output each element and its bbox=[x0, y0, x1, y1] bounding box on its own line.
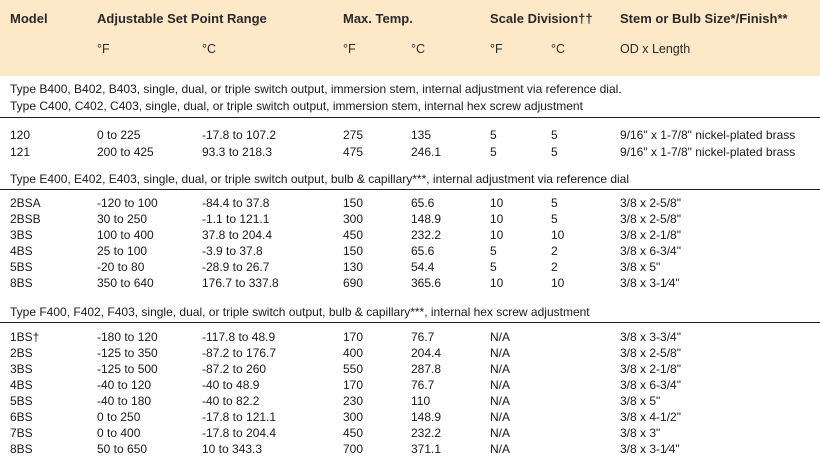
cell-model: 7BS bbox=[10, 426, 33, 440]
cell-max-c: 232.2 bbox=[411, 228, 442, 242]
cell-max-c: 76.7 bbox=[411, 330, 435, 344]
cell-max-f: 450 bbox=[343, 228, 364, 242]
cell-max-c: 204.4 bbox=[411, 346, 442, 360]
cell-size: 3/8 x 2-5/8" bbox=[620, 212, 681, 226]
header-scale-division: Scale Division†† bbox=[490, 11, 593, 26]
cell-range-f: -120 to 100 bbox=[97, 196, 158, 210]
cell-model: 2BS bbox=[10, 346, 33, 360]
cell-range-f: 200 to 425 bbox=[97, 145, 154, 159]
table-row bbox=[0, 260, 820, 275]
table-row bbox=[0, 228, 820, 243]
cell-size: 3/8 x 2-5/8" bbox=[620, 346, 681, 360]
cell-scale-f: 10 bbox=[490, 228, 504, 242]
table-row bbox=[0, 410, 820, 425]
cell-scale-f: 5 bbox=[490, 244, 497, 258]
cell-range-c: -28.9 to 26.7 bbox=[202, 260, 270, 274]
table-row bbox=[0, 196, 820, 211]
cell-max-c: 232.2 bbox=[411, 426, 442, 440]
cell-range-c: -17.8 to 121.1 bbox=[202, 410, 277, 424]
cell-range-c: 37.8 to 204.4 bbox=[202, 228, 273, 242]
section-title: Type E400, E402, E403, single, dual, or triple switch output, bulb & capillary***, internal adjustment via reference dial bbox=[10, 172, 630, 186]
section-divider bbox=[0, 117, 820, 118]
cell-scale-c: 2 bbox=[551, 244, 558, 258]
cell-scale: N/A bbox=[490, 378, 511, 392]
cell-range-f: 0 to 400 bbox=[97, 426, 141, 440]
cell-range-f: 25 to 100 bbox=[97, 244, 148, 258]
cell-max-c: 365.6 bbox=[411, 276, 442, 290]
cell-max-c: 287.8 bbox=[411, 362, 442, 376]
cell-range-f: -125 to 500 bbox=[97, 362, 158, 376]
cell-scale: N/A bbox=[490, 442, 511, 456]
cell-size: 3/8 x 3" bbox=[620, 426, 661, 440]
cell-max-c: 76.7 bbox=[411, 378, 435, 392]
section-title: Type C400, C402, C403, single, dual, or triple switch output, immersion stem, internal hex screw adjustment bbox=[10, 99, 583, 113]
cell-scale: N/A bbox=[490, 394, 511, 408]
cell-max-f: 230 bbox=[343, 394, 364, 408]
cell-scale-f: 10 bbox=[490, 212, 504, 226]
cell-size: 9/16" x 1-7/8" nickel-plated brass bbox=[620, 145, 796, 159]
cell-model: 6BS bbox=[10, 410, 33, 424]
cell-model: 4BS bbox=[10, 244, 33, 258]
cell-size: 3/8 x 3-3/4" bbox=[620, 330, 681, 344]
cell-size: 3/8 x 4-1/2" bbox=[620, 410, 681, 424]
cell-range-c: -17.8 to 107.2 bbox=[202, 128, 277, 142]
unit-scale-c: °C bbox=[551, 42, 566, 56]
cell-max-c: 110 bbox=[411, 394, 431, 408]
table-row bbox=[0, 442, 820, 457]
header-model: Model bbox=[10, 11, 48, 26]
cell-model: 1BS† bbox=[10, 330, 40, 344]
cell-max-f: 150 bbox=[343, 244, 364, 258]
unit-range-c: °C bbox=[202, 42, 217, 56]
table-row bbox=[0, 145, 820, 160]
section-title: Type F400, F402, F403, single, dual, or triple switch output, bulb & capillary***, internal hex screw adjustment bbox=[10, 305, 590, 319]
header-max-temp: Max. Temp. bbox=[343, 11, 413, 26]
cell-scale-f: 5 bbox=[490, 128, 497, 142]
table-row bbox=[0, 362, 820, 377]
unit-range-f: °F bbox=[97, 42, 110, 56]
cell-size: 3/8 x 3-1⁄4" bbox=[620, 442, 680, 456]
cell-model: 8BS bbox=[10, 442, 33, 456]
section-divider bbox=[0, 322, 820, 323]
cell-model: 121 bbox=[10, 145, 31, 159]
cell-max-f: 300 bbox=[343, 410, 364, 424]
table-row bbox=[0, 346, 820, 361]
section-title: Type B400, B402, B403, single, dual, or triple switch output, immersion stem, internal adjustment via reference dial. bbox=[10, 82, 622, 96]
cell-range-c: -3.9 to 37.8 bbox=[202, 244, 263, 258]
cell-max-c: 65.6 bbox=[411, 196, 435, 210]
cell-model: 3BS bbox=[10, 228, 33, 242]
cell-range-c: -84.4 to 37.8 bbox=[202, 196, 270, 210]
cell-range-c: -87.2 to 260 bbox=[202, 362, 267, 376]
cell-range-f: 0 to 225 bbox=[97, 128, 141, 142]
unit-temp-c: °C bbox=[411, 42, 426, 56]
cell-model: 5BS bbox=[10, 394, 33, 408]
cell-range-f: -125 to 350 bbox=[97, 346, 158, 360]
unit-temp-f: °F bbox=[343, 42, 356, 56]
cell-size: 3/8 x 6-3/4" bbox=[620, 244, 681, 258]
section-divider bbox=[0, 189, 820, 190]
cell-range-c: -40 to 82.2 bbox=[202, 394, 260, 408]
cell-max-c: 246.1 bbox=[411, 145, 442, 159]
cell-max-f: 550 bbox=[343, 362, 364, 376]
table-row bbox=[0, 426, 820, 441]
cell-range-c: 93.3 to 218.3 bbox=[202, 145, 273, 159]
cell-scale-f: 5 bbox=[490, 260, 497, 274]
table-row bbox=[0, 128, 820, 143]
cell-range-c: -117.8 to 48.9 bbox=[202, 330, 276, 344]
cell-model: 3BS bbox=[10, 362, 33, 376]
cell-model: 2BSA bbox=[10, 196, 41, 210]
cell-size: 3/8 x 2-5/8" bbox=[620, 196, 681, 210]
table-row bbox=[0, 394, 820, 409]
cell-range-f: -180 to 120 bbox=[97, 330, 158, 344]
cell-scale-f: 5 bbox=[490, 145, 497, 159]
cell-size: 3/8 x 3-1⁄4" bbox=[620, 276, 680, 290]
cell-range-c: -17.8 to 204.4 bbox=[202, 426, 277, 440]
cell-range-c: -40 to 48.9 bbox=[202, 378, 260, 392]
cell-scale-f: 10 bbox=[490, 276, 504, 290]
cell-scale-c: 10 bbox=[551, 228, 565, 242]
table-header bbox=[0, 0, 820, 76]
cell-size: 3/8 x 5" bbox=[620, 394, 661, 408]
cell-max-f: 690 bbox=[343, 276, 364, 290]
cell-max-c: 371.1 bbox=[411, 442, 442, 456]
cell-scale-c: 5 bbox=[551, 212, 558, 226]
cell-model: 5BS bbox=[10, 260, 33, 274]
cell-size: 9/16" x 1-7/8" nickel-plated brass bbox=[620, 128, 796, 142]
cell-scale: N/A bbox=[490, 346, 511, 360]
unit-od-length: OD x Length bbox=[620, 42, 691, 56]
cell-max-f: 170 bbox=[343, 378, 364, 392]
cell-range-f: 100 to 400 bbox=[97, 228, 154, 242]
cell-scale: N/A bbox=[490, 410, 511, 424]
cell-scale: N/A bbox=[490, 426, 511, 440]
cell-range-f: -40 to 180 bbox=[97, 394, 152, 408]
cell-max-f: 450 bbox=[343, 426, 364, 440]
cell-max-c: 65.6 bbox=[411, 244, 435, 258]
cell-size: 3/8 x 6-3/4" bbox=[620, 378, 681, 392]
cell-size: 3/8 x 2-1/8" bbox=[620, 362, 681, 376]
cell-max-f: 300 bbox=[343, 212, 364, 226]
table-row bbox=[0, 330, 820, 345]
cell-range-f: 0 to 250 bbox=[97, 410, 141, 424]
table-row bbox=[0, 276, 820, 291]
cell-max-f: 170 bbox=[343, 330, 364, 344]
header-stem-bulb-size: Stem or Bulb Size*/Finish** bbox=[620, 11, 788, 26]
cell-model: 8BS bbox=[10, 276, 33, 290]
cell-size: 3/8 x 2-1/8" bbox=[620, 228, 681, 242]
cell-size: 3/8 x 5" bbox=[620, 260, 661, 274]
cell-scale: N/A bbox=[490, 362, 511, 376]
cell-scale-c: 5 bbox=[551, 196, 558, 210]
cell-max-f: 130 bbox=[343, 260, 364, 274]
cell-max-c: 148.9 bbox=[411, 410, 442, 424]
cell-scale-c: 10 bbox=[551, 276, 565, 290]
cell-scale-f: 10 bbox=[490, 196, 504, 210]
cell-scale-c: 5 bbox=[551, 145, 558, 159]
cell-max-f: 400 bbox=[343, 346, 364, 360]
cell-range-c: 176.7 to 337.8 bbox=[202, 276, 279, 290]
cell-scale-c: 5 bbox=[551, 128, 558, 142]
cell-max-f: 700 bbox=[343, 442, 364, 456]
cell-max-f: 475 bbox=[343, 145, 364, 159]
cell-range-c: -1.1 to 121.1 bbox=[202, 212, 270, 226]
cell-max-c: 54.4 bbox=[411, 260, 435, 274]
table-row bbox=[0, 378, 820, 393]
cell-max-f: 275 bbox=[343, 128, 364, 142]
cell-range-f: -20 to 80 bbox=[97, 260, 145, 274]
cell-scale-c: 2 bbox=[551, 260, 558, 274]
cell-model: 4BS bbox=[10, 378, 33, 392]
cell-range-f: 350 to 640 bbox=[97, 276, 154, 290]
header-set-point-range: Adjustable Set Point Range bbox=[97, 11, 267, 26]
table-row bbox=[0, 212, 820, 227]
cell-range-f: -40 to 120 bbox=[97, 378, 152, 392]
cell-max-c: 148.9 bbox=[411, 212, 442, 226]
cell-max-c: 135 bbox=[411, 128, 432, 142]
cell-max-f: 150 bbox=[343, 196, 364, 210]
cell-scale: N/A bbox=[490, 330, 511, 344]
cell-range-f: 30 to 250 bbox=[97, 212, 148, 226]
cell-range-c: -87.2 to 176.7 bbox=[202, 346, 277, 360]
cell-model: 120 bbox=[10, 128, 31, 142]
cell-range-f: 50 to 650 bbox=[97, 442, 148, 456]
unit-scale-f: °F bbox=[490, 42, 503, 56]
cell-model: 2BSB bbox=[10, 212, 41, 226]
cell-range-c: 10 to 343.3 bbox=[202, 442, 263, 456]
table-row bbox=[0, 244, 820, 259]
